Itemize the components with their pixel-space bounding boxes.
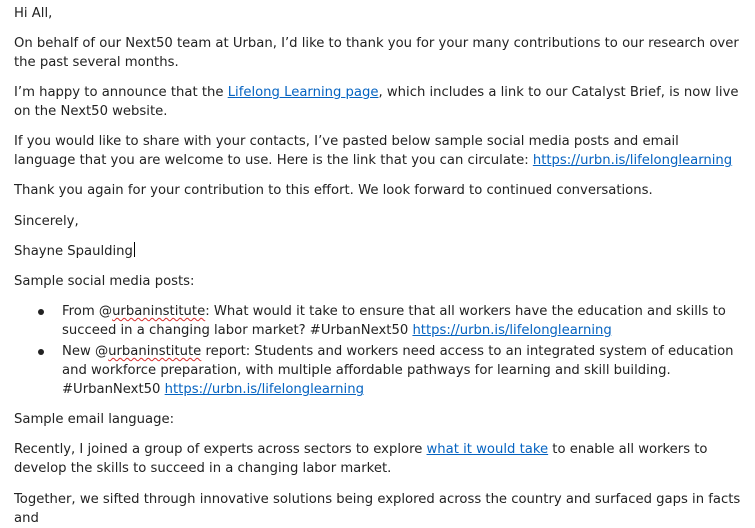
paragraph-announcement: [14, 83, 744, 121]
signature-name: Shayne Spaulding: [14, 244, 133, 259]
recently-text-after: to enable all workers to develop the skills to succeed in a changing labor market.: [14, 442, 708, 476]
post-body: : What would it take to ensure that all workers have the education and skills to succeed in a changing labor market? #UrbanNext50: [62, 304, 726, 338]
greeting: Hi All,: [14, 6, 53, 21]
share-text: If you would like to share with your contacts, I’ve pasted below sample social media posts and email language that you are welcome to use. Here is the link that you can circulate:: [14, 134, 679, 168]
signature: [14, 242, 744, 261]
paragraph-thanks: On behalf of our Next50 team at Urban, I’d like to thank you for your many contributions to our research over the past several months.: [14, 36, 739, 70]
email-paragraph-together: Together, we sifted through innovative solutions being explored across the country and surfaced gaps in facts and: [14, 492, 741, 526]
bullet-icon: [38, 349, 44, 355]
paragraph-thank-you: Thank you again for your contribution to this effort. We look forward to continued conversations.: [14, 183, 653, 198]
social-heading: Sample social media posts:: [14, 274, 195, 289]
email-paragraph-recently: [14, 440, 744, 478]
social-post-text: [62, 342, 742, 399]
text-cursor: [134, 242, 135, 257]
lifelong-learning-page-link[interactable]: Lifelong Learning page: [227, 85, 379, 100]
post-link[interactable]: https://urbn.is/lifelonglearning: [412, 323, 612, 338]
post-prefix: New @: [62, 344, 109, 359]
recently-text-before: Recently, I joined a group of experts across sectors to explore: [14, 442, 427, 457]
email-language-heading: Sample email language:: [14, 412, 175, 427]
post-link[interactable]: https://urbn.is/lifelonglearning: [164, 382, 364, 397]
what-it-would-take-link[interactable]: what it would take: [426, 442, 549, 457]
handle-misspelled: urbaninstitute: [108, 344, 202, 359]
bullet-icon: [38, 309, 44, 315]
handle-misspelled: urbaninstitute: [112, 304, 206, 319]
post-body: report: Students and workers need access to an integrated system of education and workforce preparation, with multiple affordable pathways for learning and skill building. #UrbanNext50: [62, 344, 734, 397]
social-post-text: [62, 302, 742, 340]
closing: Sincerely,: [14, 214, 79, 229]
announcement-text-after: , which includes a link to our Catalyst Brief, is now live on the Next50 website.: [14, 85, 739, 119]
post-prefix: From @: [62, 304, 113, 319]
paragraph-share: [14, 132, 744, 170]
announcement-text-before: I’m happy to announce that the: [14, 85, 228, 100]
circulate-link[interactable]: https://urbn.is/lifelonglearning: [532, 153, 733, 168]
